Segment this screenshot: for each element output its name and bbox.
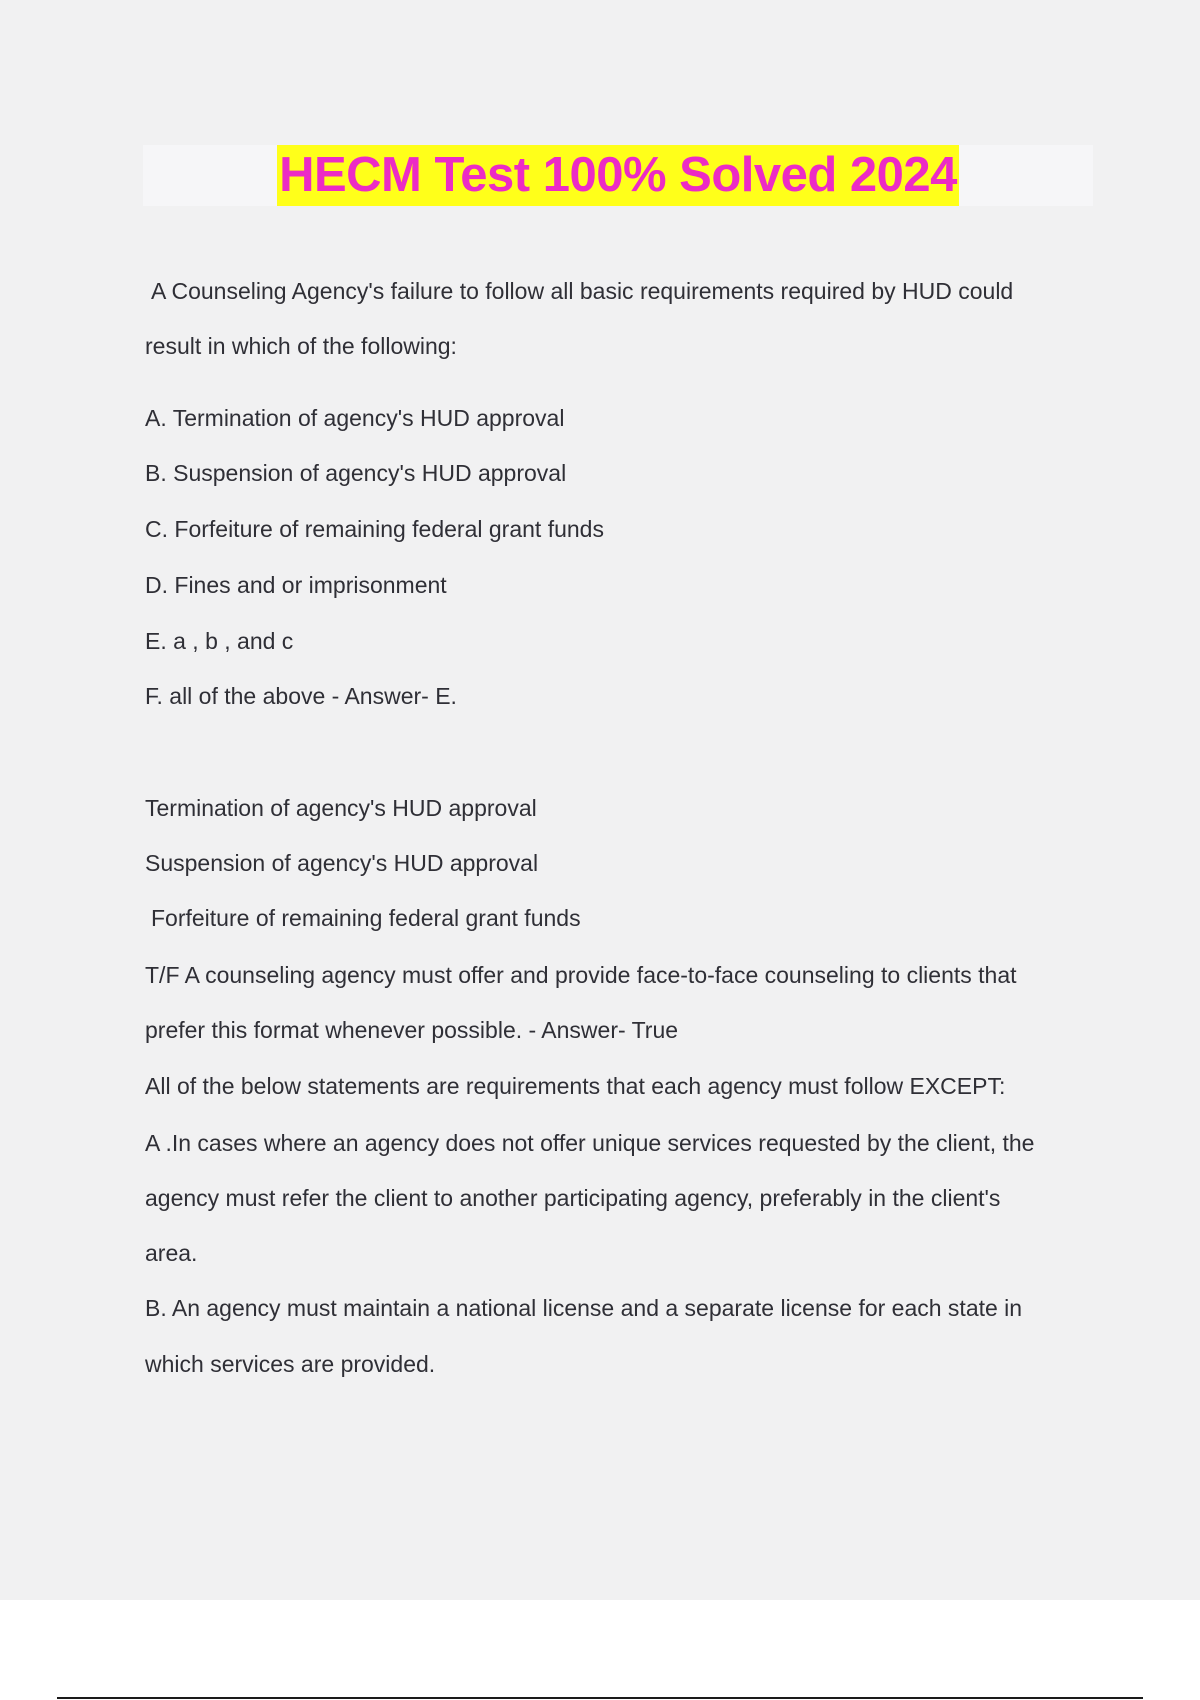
question-1-option-d: D. Fines and or imprisonment [145, 572, 447, 598]
document-title: HECM Test 100% Solved 2024 [277, 145, 959, 206]
question-3-option-b-line-2: which services are provided. [145, 1351, 436, 1377]
question-3-option-a-line-2: agency must refer the client to another participating agency, preferably in the client's [145, 1185, 1001, 1211]
question-2-text-line-1: T/F A counseling agency must offer and provide face-to-face counseling to clients that [145, 962, 1017, 988]
question-3-option-b-line-1: B. An agency must maintain a national license and a separate license for each state in [145, 1295, 1023, 1321]
question-1-option-b: B. Suspension of agency's HUD approval [145, 460, 567, 486]
title-band [143, 145, 1093, 206]
question-1-option-f-answer: F. all of the above - Answer- E. [145, 683, 457, 709]
answer-detail-line-1: Termination of agency's HUD approval [145, 795, 537, 821]
question-1-text-line-2: result in which of the following: [145, 333, 457, 359]
page-footer [0, 1600, 1200, 1700]
question-3-option-a-line-3: area. [145, 1240, 198, 1266]
question-1-option-a: A. Termination of agency's HUD approval [145, 405, 565, 431]
footer-divider [57, 1697, 1143, 1699]
answer-detail-line-3: Forfeiture of remaining federal grant funds [151, 905, 581, 931]
question-1-option-c: C. Forfeiture of remaining federal grant funds [145, 516, 604, 542]
answer-detail-line-2: Suspension of agency's HUD approval [145, 850, 539, 876]
question-1-option-e: E. a , b , and c [145, 628, 294, 654]
question-2-text-line-2-answer: prefer this format whenever possible. - Answer- True [145, 1017, 679, 1043]
question-1-text-line-1: A Counseling Agency's failure to follow all basic requirements required by HUD could [151, 278, 1014, 304]
question-3-text: All of the below statements are requirements that each agency must follow EXCEPT: [145, 1073, 1006, 1099]
question-3-option-a-line-1: A .In cases where an agency does not offer unique services requested by the client, the [145, 1130, 1035, 1156]
